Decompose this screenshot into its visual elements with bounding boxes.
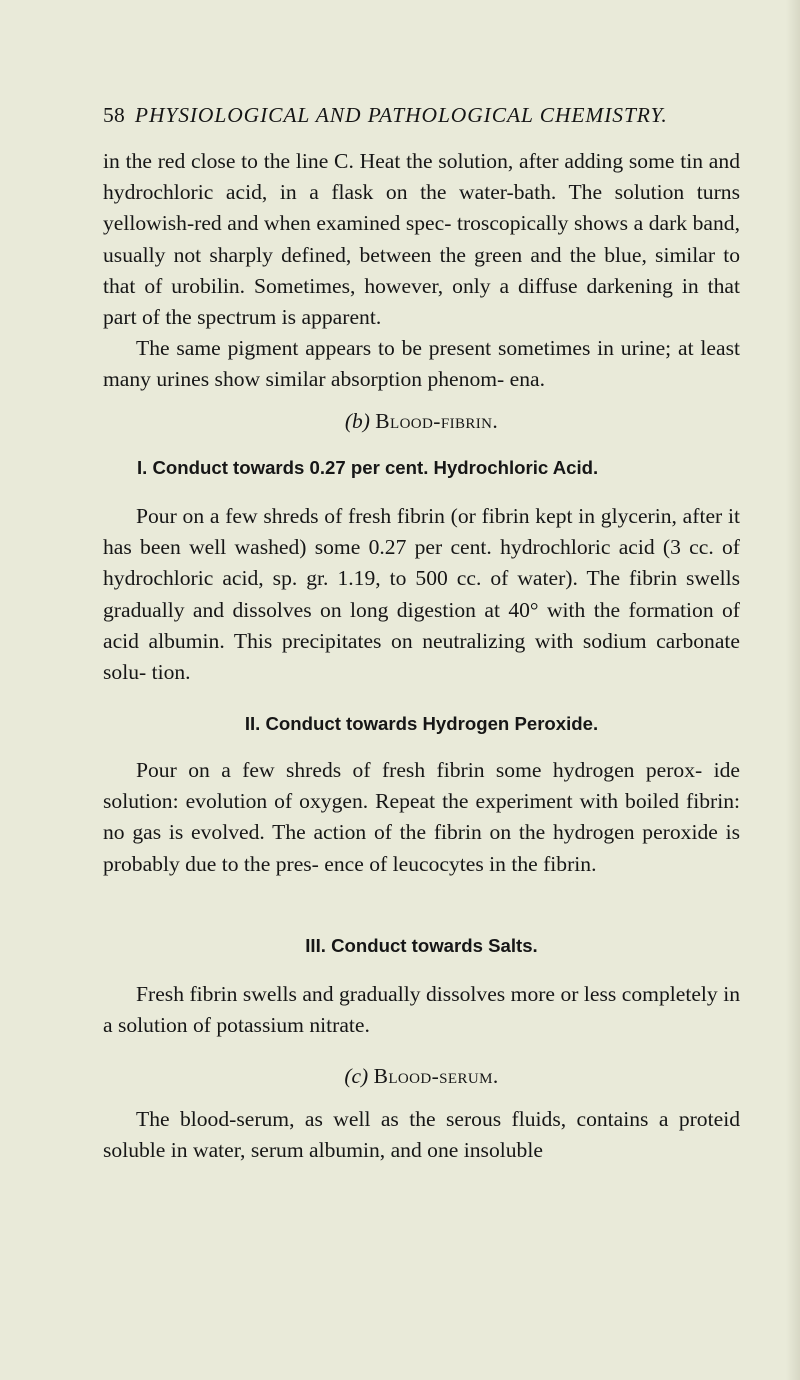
subsection-heading: III. Conduct towards Salts. xyxy=(305,935,538,956)
paragraph: Fresh fibrin swells and gradually dissolves more or less completely in a solution of potassium nitrate. xyxy=(103,982,740,1038)
paragraph-block-4 xyxy=(103,979,740,1041)
paragraph-block-1 xyxy=(103,146,740,396)
subsection-heading: I. Conduct towards 0.27 per cent. Hydrochloric Acid. xyxy=(137,457,599,478)
paragraph: The same pigment appears to be present sometimes in urine; at least many urines show similar absorption phenom- ena. xyxy=(103,336,740,392)
page-number: 58 xyxy=(103,103,125,127)
section-heading-blood-serum xyxy=(103,1061,740,1091)
section-heading-blood-fibrin xyxy=(103,406,740,436)
paragraph-block-2 xyxy=(103,501,740,688)
paragraph: The blood-serum, as well as the serous fluids, contains a proteid soluble in water, serum albumin, and one insoluble xyxy=(103,1107,740,1163)
paragraph: in the red close to the line C. Heat the solution, after adding some tin and hydrochloric acid, in a flask on the water-bath. The solution turns yellowish-red and when examined spec- troscopically shows a dark band, usually not sharply defined, between the green and the blue, similar to that of urobilin. Sometimes, however, only a diffuse darkening in that part of the spectrum is apparent. xyxy=(103,149,740,330)
section-title: Blood-serum. xyxy=(373,1064,499,1088)
paragraph: Pour on a few shreds of fresh fibrin (or fibrin kept in glycerin, after it has been well washed) some 0.27 per cent. hydrochloric acid (3 cc. of hydrochloric acid, sp. gr. 1.19, to 500 cc. of water). The fibrin swells gradually and dissolves on long digestion at 40° with the formation of acid albumin. This precipitates on neutralizing with sodium carbonate solu- tion. xyxy=(103,504,740,685)
section-title: Blood-fibrin. xyxy=(375,409,499,433)
subsection-heading: II. Conduct towards Hydrogen Peroxide. xyxy=(244,713,599,734)
section-label: (b) xyxy=(344,409,370,433)
section-label: (c) xyxy=(344,1064,369,1088)
paragraph-block-5 xyxy=(103,1104,740,1166)
paragraph: Pour on a few shreds of fresh fibrin some hydrogen perox- ide solution: evolution of oxygen. Repeat the experiment with boiled fibrin: no gas is evolved. The action of the fibrin on the hydrogen peroxide is probably due to the pres- ence of leucocytes in the fibrin. xyxy=(103,758,740,876)
running-header xyxy=(103,103,703,128)
page-edge-shadow xyxy=(786,0,800,1380)
paragraph-block-3 xyxy=(103,755,740,880)
running-title: PHYSIOLOGICAL AND PATHOLOGICAL CHEMISTRY. xyxy=(134,103,668,127)
